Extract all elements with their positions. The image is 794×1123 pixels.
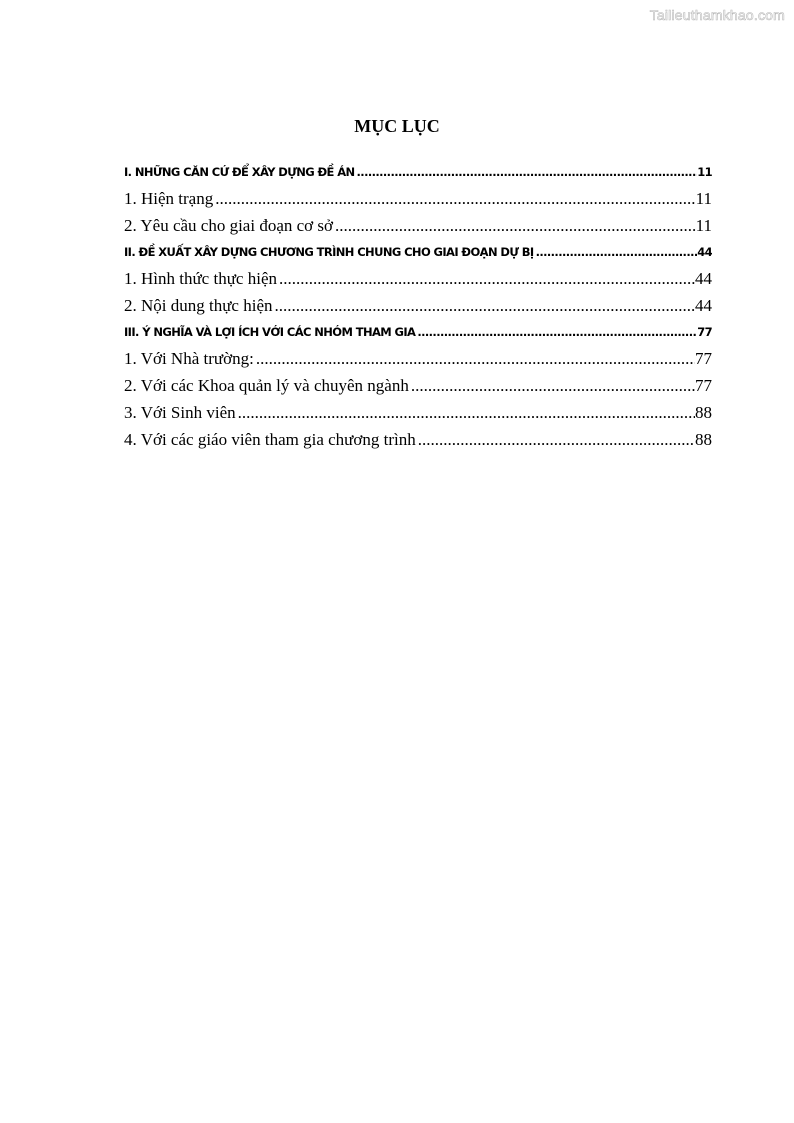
toc-page-number: 44	[695, 296, 712, 315]
toc-entry-label: II. ĐỀ XUẤT XÂY DỰNG CHƯƠNG TRÌNH CHUNG CHO GIAI ĐOẠN DỰ BỊ	[124, 245, 534, 259]
toc-page-number: 11	[697, 165, 712, 179]
dot-leader	[534, 239, 698, 265]
toc-entry-label: 4. Với các giáo viên tham gia chương trình	[124, 430, 416, 449]
dot-leader	[415, 319, 697, 345]
dot-leader	[409, 372, 695, 399]
dot-leader	[355, 159, 698, 185]
toc-item-3-2[interactable]	[124, 372, 712, 399]
toc-item-1-1[interactable]	[124, 185, 712, 212]
toc-page-number: 88	[695, 430, 712, 449]
dot-leader	[333, 212, 696, 239]
toc-page-number: 11	[695, 189, 712, 208]
toc-item-1-2[interactable]	[124, 212, 712, 239]
toc-entry-label: 2. Với các Khoa quản lý và chuyên ngành	[124, 376, 409, 395]
table-of-contents	[124, 159, 712, 453]
toc-section-1[interactable]	[124, 159, 712, 185]
toc-entry-label: III. Ý NGHĨA VÀ LỢI ÍCH VỚI CÁC NHÓM THAM GIA	[124, 325, 416, 339]
toc-section-2[interactable]	[124, 239, 712, 265]
toc-item-3-3[interactable]	[124, 399, 712, 426]
toc-page-number: 44	[697, 245, 712, 259]
toc-page-number: 11	[695, 216, 712, 235]
toc-item-3-4[interactable]	[124, 426, 712, 453]
dot-leader	[277, 265, 695, 292]
toc-entry-label: I. NHỮNG CĂN CỨ ĐỂ XÂY DỰNG ĐỀ ÁN	[124, 165, 355, 179]
toc-entry-label: 3. Với Sinh viên	[124, 403, 236, 422]
toc-item-3-1[interactable]	[124, 345, 712, 372]
toc-item-2-2[interactable]	[124, 292, 712, 319]
toc-entry-label: 1. Hiện trạng	[124, 189, 214, 208]
dot-leader	[254, 345, 695, 372]
dot-leader	[416, 426, 695, 453]
dot-leader	[273, 292, 695, 319]
toc-page-number: 77	[695, 349, 712, 368]
toc-entry-label: 1. Hình thức thực hiện	[124, 269, 277, 288]
dot-leader	[236, 399, 695, 426]
toc-page-number: 77	[695, 376, 712, 395]
dot-leader	[213, 185, 695, 212]
toc-section-3[interactable]	[124, 319, 712, 345]
toc-item-2-1[interactable]	[124, 265, 712, 292]
toc-page-number: 88	[695, 403, 712, 422]
page-title: MỤC LỤC	[354, 116, 440, 136]
toc-page-number: 77	[697, 325, 712, 339]
toc-page-number: 44	[695, 269, 712, 288]
toc-entry-label: 2. Yêu cầu cho giai đoạn cơ sở	[124, 216, 334, 235]
watermark-text: Tailieuthamkhao.com	[649, 7, 785, 23]
toc-entry-label: 1. Với Nhà trường:	[124, 349, 254, 368]
toc-entry-label: 2. Nội dung thực hiện	[124, 296, 273, 315]
